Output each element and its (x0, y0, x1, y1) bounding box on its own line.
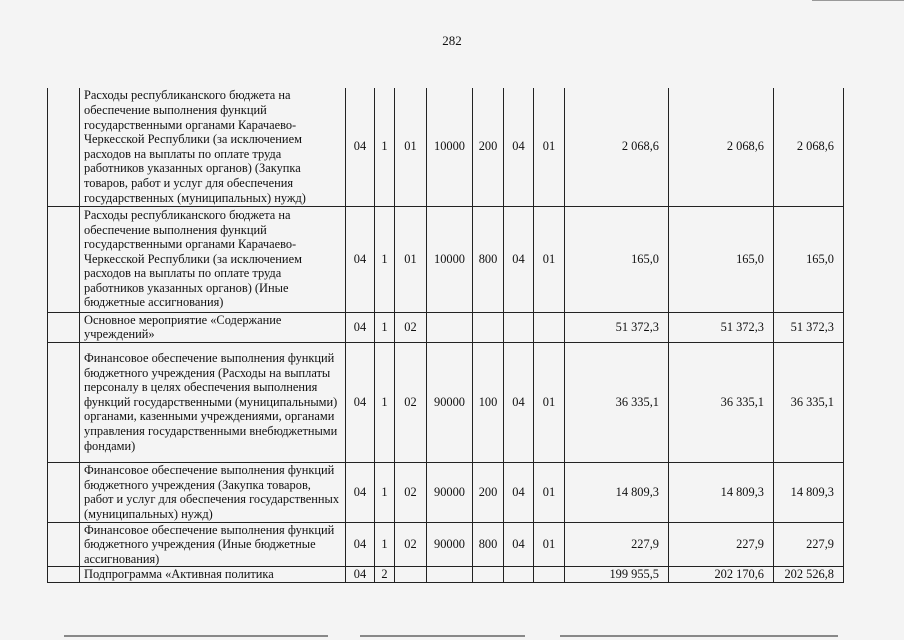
amount-cell: 51 372,3 (774, 312, 844, 342)
row-name: Расходы республиканского бюджета на обеспечение выполнения функций государственными органами Карачаево-Черкесской Республики (за исключением расходов на выплаты по оплате труда работников указанных органов) (Иные бюджетные ассигнования) (80, 206, 346, 312)
blank-cell (48, 206, 80, 312)
table-row (48, 88, 844, 206)
amount-cell: 165,0 (774, 206, 844, 312)
blank-cell (48, 462, 80, 522)
budget-table (47, 88, 844, 583)
table-row (48, 462, 844, 522)
blank-cell (48, 88, 80, 206)
code-cell: 1 (375, 342, 395, 462)
code-cell: 1 (375, 462, 395, 522)
bottom-rule-middle (360, 635, 525, 637)
code-cell: 200 (473, 88, 504, 206)
table-row (48, 522, 844, 567)
amount-cell: 14 809,3 (774, 462, 844, 522)
table-row (48, 342, 844, 462)
code-cell (473, 312, 504, 342)
amount-cell: 14 809,3 (565, 462, 669, 522)
code-cell (427, 312, 473, 342)
bottom-rule-right (560, 635, 838, 637)
amount-cell: 51 372,3 (669, 312, 774, 342)
row-name: Финансовое обеспечение выполнения функций бюджетного учреждения (Закупка товаров, работ и услуг для обеспечения государственных (муниципальных) нужд) (80, 462, 346, 522)
code-cell: 1 (375, 522, 395, 567)
bottom-rule-left (64, 635, 328, 637)
code-cell: 04 (346, 88, 375, 206)
row-name: Финансовое обеспечение выполнения функций бюджетного учреждения (Расходы на выплаты персоналу в целях обеспечения выполнения функций государственными (муниципальными) органами, казенными учреждениями, органами управления государственными внебюджетными фондами) (80, 342, 346, 462)
code-cell: 04 (346, 522, 375, 567)
code-cell: 1 (375, 88, 395, 206)
amount-cell: 36 335,1 (774, 342, 844, 462)
amount-cell: 199 955,5 (565, 567, 669, 583)
code-cell (395, 567, 427, 583)
amount-cell: 2 068,6 (669, 88, 774, 206)
code-cell: 01 (534, 88, 565, 206)
code-cell: 02 (395, 522, 427, 567)
code-cell: 1 (375, 206, 395, 312)
code-cell (534, 312, 565, 342)
row-name: Расходы республиканского бюджета на обеспечение выполнения функций государственными органами Карачаево-Черкесской Республики (за исключением расходов на выплаты по оплате труда работников указанных органов) (Закупка товаров, работ и услуг для обеспечения государственных (муниципальных) нужд) (80, 88, 346, 206)
code-cell: 90000 (427, 462, 473, 522)
code-cell: 800 (473, 522, 504, 567)
code-cell: 90000 (427, 522, 473, 567)
code-cell: 04 (504, 462, 534, 522)
code-cell (504, 567, 534, 583)
code-cell: 200 (473, 462, 504, 522)
code-cell: 1 (375, 312, 395, 342)
amount-cell: 36 335,1 (669, 342, 774, 462)
code-cell: 04 (504, 342, 534, 462)
blank-cell (48, 312, 80, 342)
code-cell: 01 (395, 88, 427, 206)
code-cell: 100 (473, 342, 504, 462)
table-row (48, 567, 844, 583)
blank-cell (48, 567, 80, 583)
table-row (48, 206, 844, 312)
code-cell: 04 (504, 206, 534, 312)
amount-cell: 36 335,1 (565, 342, 669, 462)
code-cell: 04 (346, 462, 375, 522)
amount-cell: 202 526,8 (774, 567, 844, 583)
page-number: 282 (442, 33, 462, 48)
top-right-rule (812, 0, 904, 1)
code-cell: 10000 (427, 88, 473, 206)
row-name: Основное мероприятие «Содержание учреждений» (80, 312, 346, 342)
code-cell: 01 (534, 462, 565, 522)
code-cell: 800 (473, 206, 504, 312)
amount-cell: 165,0 (565, 206, 669, 312)
code-cell: 04 (346, 206, 375, 312)
blank-cell (48, 342, 80, 462)
code-cell: 02 (395, 342, 427, 462)
code-cell (473, 567, 504, 583)
amount-cell: 227,9 (565, 522, 669, 567)
code-cell: 04 (346, 312, 375, 342)
table-row (48, 312, 844, 342)
amount-cell: 227,9 (774, 522, 844, 567)
code-cell: 04 (504, 522, 534, 567)
amount-cell: 2 068,6 (774, 88, 844, 206)
code-cell: 04 (504, 88, 534, 206)
row-name: Подпрограмма «Активная политика (80, 567, 346, 583)
amount-cell: 165,0 (669, 206, 774, 312)
code-cell: 04 (346, 567, 375, 583)
code-cell: 02 (395, 462, 427, 522)
row-name: Финансовое обеспечение выполнения функций бюджетного учреждения (Иные бюджетные ассигнования) (80, 522, 346, 567)
code-cell: 04 (346, 342, 375, 462)
code-cell: 02 (395, 312, 427, 342)
code-cell (534, 567, 565, 583)
code-cell: 01 (534, 342, 565, 462)
code-cell: 01 (395, 206, 427, 312)
amount-cell: 227,9 (669, 522, 774, 567)
code-cell: 01 (534, 206, 565, 312)
amount-cell: 51 372,3 (565, 312, 669, 342)
code-cell (427, 567, 473, 583)
code-cell: 90000 (427, 342, 473, 462)
code-cell: 01 (534, 522, 565, 567)
amount-cell: 2 068,6 (565, 88, 669, 206)
amount-cell: 14 809,3 (669, 462, 774, 522)
code-cell: 2 (375, 567, 395, 583)
amount-cell: 202 170,6 (669, 567, 774, 583)
code-cell (504, 312, 534, 342)
code-cell: 10000 (427, 206, 473, 312)
blank-cell (48, 522, 80, 567)
